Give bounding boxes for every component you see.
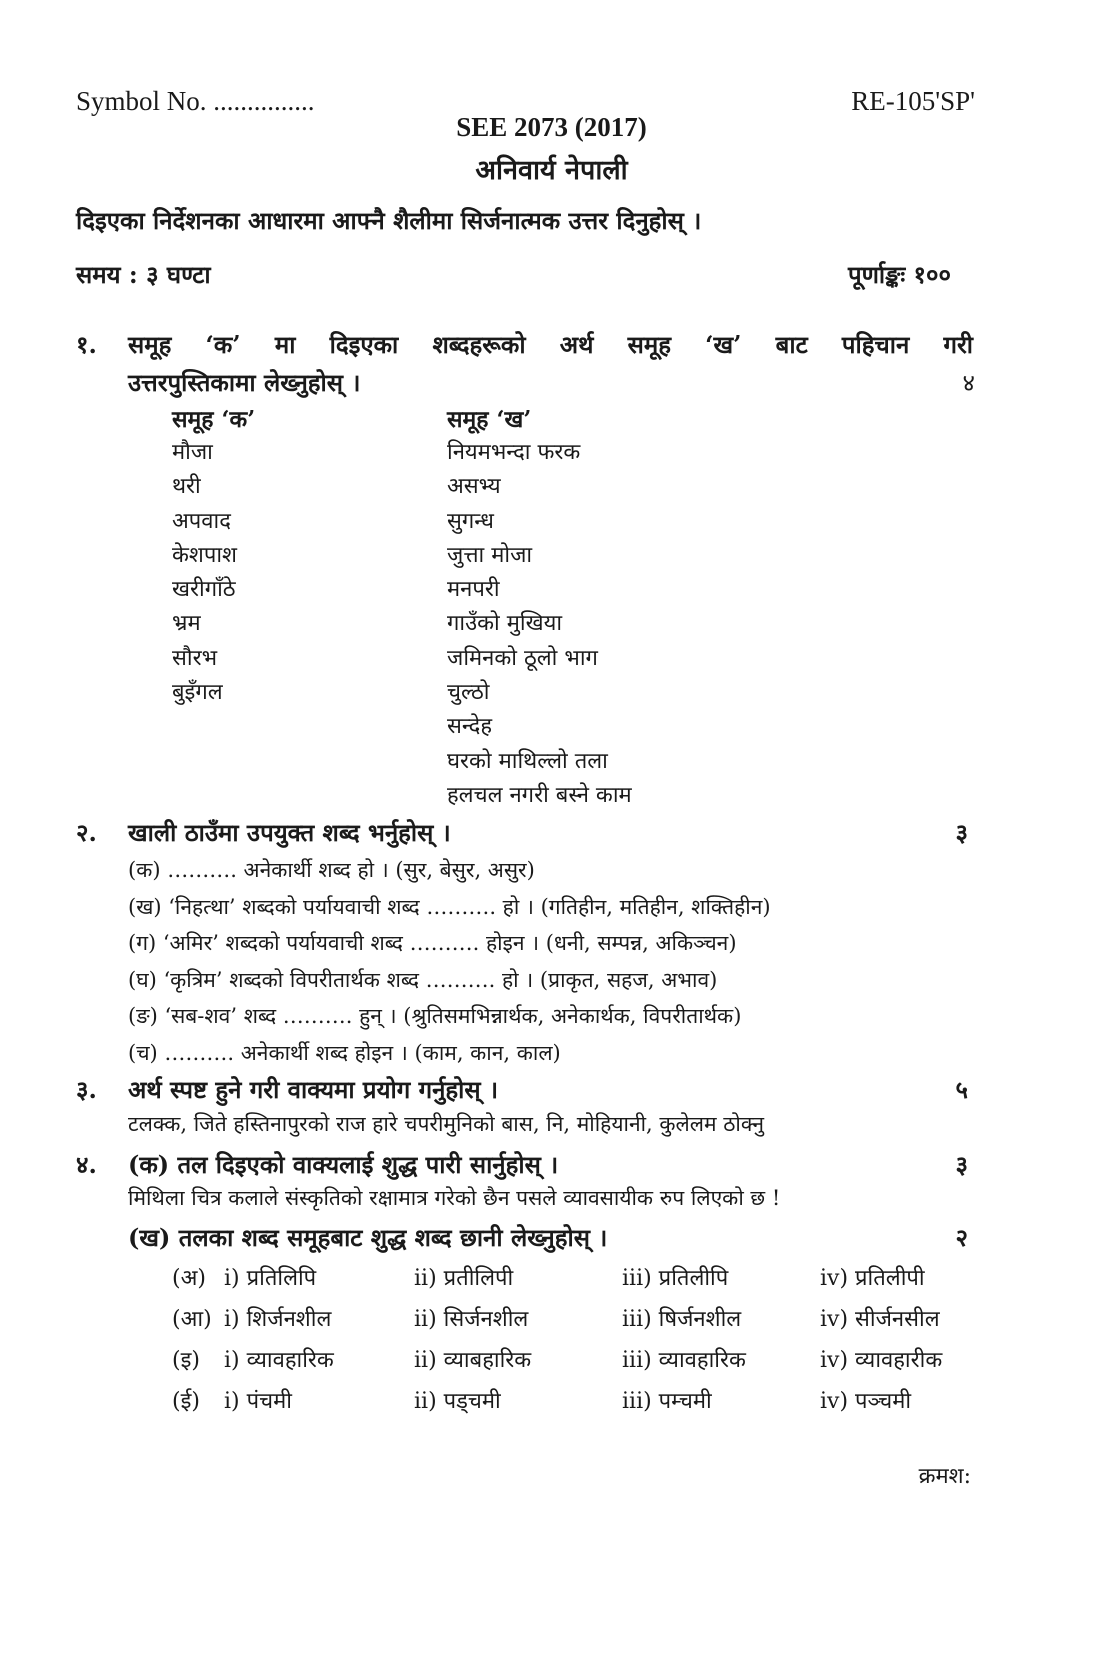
question-4-number: ४.: [76, 1150, 97, 1179]
option-row-label: (आ): [172, 1307, 212, 1332]
group-ka-item: केशपाश: [172, 542, 238, 568]
option-text: i) व्यावहारिक: [224, 1348, 334, 1373]
group-kha-item: गाउँको मुखिया: [447, 611, 563, 637]
group-ka-item: मौजा: [172, 440, 213, 465]
option-text: iv) व्यावहारीक: [820, 1348, 943, 1373]
option-row-label: (ई): [172, 1389, 200, 1414]
group-kha-item: सुगन्ध: [447, 508, 494, 534]
option-text: iii) पम्चमी: [622, 1389, 712, 1414]
question-4-ka-marks: ३: [955, 1150, 968, 1179]
question-1-text-line1: समूह ‘क’ मा दिइएका शब्दहरूको अर्थ समूह ‘ख’ बाट पहिचान गरी: [128, 330, 973, 359]
group-ka-item: खरीगाँठे: [172, 577, 236, 603]
question-4-ka-sentence: मिथिला चित्र कलाले संस्कृतिको रक्षामात्र गरेको छैन पसले व्यावसायीक रुप लिएको छ !: [128, 1186, 781, 1210]
option-row-label: (अ): [172, 1266, 206, 1291]
group-kha-item: असभ्य: [447, 474, 501, 500]
group-kha-heading: समूह ‘ख’: [447, 406, 532, 433]
question-1-text-line2: उत्तरपुस्तिकामा लेख्नुहोस् ।: [128, 368, 361, 397]
group-kha-item: नियमभन्दा फरक: [447, 440, 581, 465]
question-3-marks: ५: [955, 1075, 968, 1104]
symbol-number: Symbol No. ...............: [76, 86, 315, 116]
option-text: ii) सिर्जनशील: [414, 1307, 529, 1332]
option-text: iii) व्यावहारिक: [622, 1348, 746, 1373]
group-ka-list: [172, 436, 237, 710]
option-text: iv) सीर्जनसील: [820, 1307, 940, 1332]
option-text: iii) षिर्जनशील: [622, 1307, 742, 1332]
question-1-number: १.: [76, 330, 97, 359]
question-2-marks: ३: [955, 818, 968, 847]
group-ka-item: अपवाद: [172, 508, 231, 534]
option-row-label: (इ): [172, 1348, 200, 1373]
group-ka-item: सौरभ: [172, 645, 218, 671]
option-text: iv) प्रतिलीपी: [820, 1266, 925, 1291]
option-text: i) पंचमी: [224, 1389, 292, 1414]
group-kha-item: मनपरी: [447, 577, 500, 603]
question-3-words: टलक्क, जिते हस्तिनापुरको राज हारे चपरीमुनिको बास, नि, मोहियानी, कुलेलम ठोक्नु: [128, 1112, 765, 1136]
general-instruction: दिइएका निर्देशनका आधारमा आफ्नै शैलीमा सिर्जनात्मक उत्तर दिनुहोस् ।: [76, 206, 702, 235]
fill-blank-item: (ग) ‘अमिर’ शब्दको पर्यायवाची शब्द ………. होइन । (धनी, सम्पन्न, अकिञ्चन): [128, 931, 737, 955]
question-1-marks: ४: [962, 369, 975, 397]
option-text: i) शिर्जनशील: [224, 1307, 332, 1332]
fill-blank-item: (घ) ‘कृत्रिम’ शब्दको विपरीतार्थक शब्द ………. हो । (प्राकृत, सहज, अभाव): [128, 967, 718, 992]
continued-note: क्रमश:: [918, 1464, 971, 1489]
question-3-number: ३.: [76, 1075, 97, 1104]
question-4-ka-text: (क) तल दिइएको वाक्यलाई शुद्ध पारी सार्नुहोस् ।: [128, 1150, 559, 1179]
question-4-kha-marks: २: [955, 1223, 968, 1252]
group-ka-heading: समूह ‘क’: [172, 406, 256, 433]
fill-blank-item: (ङ) ‘सब-शव’ शब्द ………. हुन् । (श्रुतिसमभिन्नार्थक, अनेकार्थक, विपरीतार्थक): [128, 1004, 742, 1028]
group-kha-item: सन्देह: [447, 714, 493, 740]
question-2-items: [128, 852, 771, 1071]
question-2-text: खाली ठाउँमा उपयुक्त शब्द भर्नुहोस् ।: [128, 818, 451, 847]
group-kha-list: [447, 436, 632, 813]
fill-blank-item: (ख) ‘निहत्था’ शब्दको पर्यायवाची शब्द ………. हो । (गतिहीन, मतिहीन, शक्तिहीन): [128, 894, 771, 919]
option-text: iii) प्रतिलीपि: [622, 1266, 729, 1291]
group-ka-item: भ्रम: [172, 611, 201, 637]
group-kha-item: जमिनको ठूलो भाग: [447, 645, 598, 671]
group-ka-item: बुइँगल: [172, 680, 223, 706]
fill-blank-item: (क) ………. अनेकार्थी शब्द हो । (सुर, बेसुर, असुर): [128, 858, 535, 882]
question-4-kha-text: (ख) तलका शब्द समूहबाट शुद्ध शब्द छानी लेख्नुहोस् ।: [128, 1223, 608, 1252]
group-kha-item: चुल्ठो: [447, 680, 490, 706]
fill-blank-item: (च) ………. अनेकार्थी शब्द होइन । (काम, कान, काल): [128, 1040, 561, 1065]
question-3-text: अर्थ स्पष्ट हुने गरी वाक्यमा प्रयोग गर्नुहोस् ।: [128, 1075, 499, 1104]
group-kha-item: जुत्ता मोजा: [447, 542, 533, 568]
question-2-number: २.: [76, 818, 97, 847]
exam-title: SEE 2073 (2017): [456, 112, 647, 142]
full-marks: पूर्णाङ्कः १००: [847, 260, 951, 289]
subject-title: अनिवार्य नेपाली: [475, 155, 628, 186]
group-kha-item: घरको माथिल्लो तला: [447, 748, 608, 774]
option-text: iv) पञ्चमी: [820, 1389, 912, 1414]
option-text: ii) पड्चमी: [414, 1389, 501, 1414]
group-ka-item: थरी: [172, 474, 201, 500]
option-text: ii) प्रतीलिपी: [414, 1266, 514, 1291]
paper-code: RE-105'SP': [851, 86, 975, 116]
option-text: i) प्रतिलिपि: [224, 1266, 317, 1291]
option-text: ii) व्याबहारिक: [414, 1348, 532, 1373]
group-kha-item: हलचल नगरी बस्ने काम: [447, 782, 632, 808]
time-allowed: समय : ३ घण्टा: [76, 260, 211, 289]
